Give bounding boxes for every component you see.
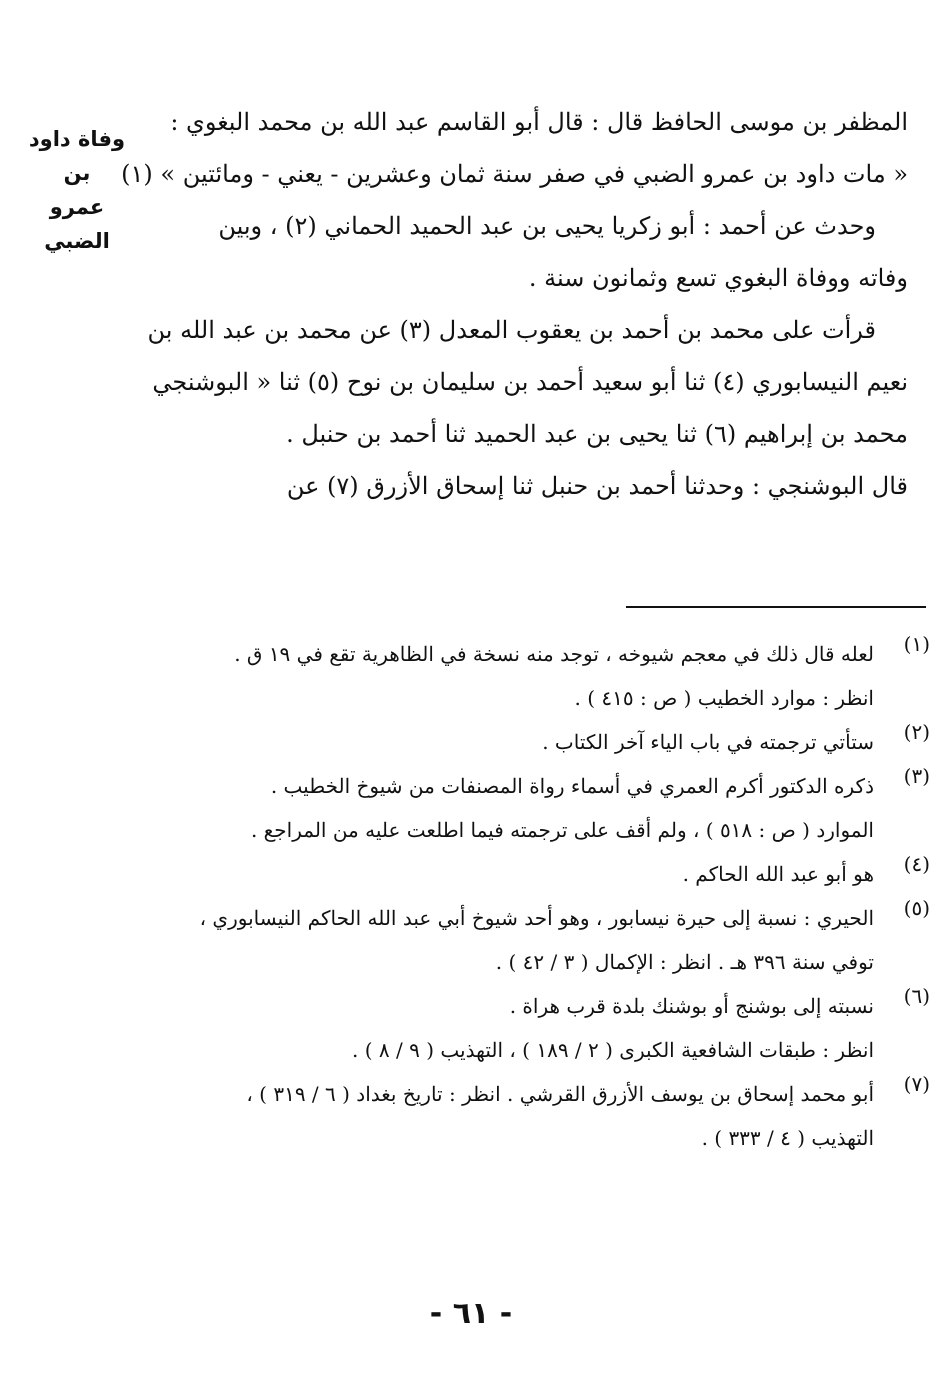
footnote <box>150 896 930 984</box>
footnote-line: نسبته إلى بوشنج أو بوشنك بلدة قرب هراة . <box>509 994 874 1018</box>
footnote <box>150 852 930 896</box>
text-line: وفاته ووفاة البغوي تسع وثمانون سنة . <box>528 264 908 292</box>
text-line: نعيم النيسابوري (٤) ثنا أبو سعيد أحمد بن سليمان بن نوح (٥) ثنا « البوشنجي <box>152 368 908 396</box>
footnote-line: التهذيب ( ٤ / ٣٣٣ ) . <box>701 1126 874 1150</box>
footnote-line: الحيري : نسبة إلى حيرة نيسابور ، وهو أحد شيوخ أبي عبد الله الحاكم النيسابوري ، <box>199 906 874 930</box>
footnote-line: هو أبو عبد الله الحاكم . <box>682 862 874 886</box>
footnote <box>150 984 930 1072</box>
footnotes <box>150 632 930 1160</box>
footnote-number: (٧) <box>903 1072 930 1096</box>
footnote-number: (٢) <box>903 720 930 744</box>
footnote <box>150 1072 930 1160</box>
text-line: محمد بن إبراهيم (٦) ثنا يحيى بن عبد الحميد ثنا أحمد بن حنبل . <box>286 420 908 448</box>
text-line: المظفر بن موسى الحافظ قال : قال أبو القاسم عبد الله بن محمد البغوي : <box>170 108 908 136</box>
main-text <box>121 96 908 512</box>
footnote-line: أبو محمد إسحاق بن يوسف الأزرق القرشي . انظر : تاريخ بغداد ( ٦ / ٣١٩ ) ، <box>246 1082 874 1106</box>
footnote <box>150 720 930 764</box>
footnote-number: (٦) <box>903 984 930 1008</box>
footnote <box>150 764 930 852</box>
footnote-divider <box>626 606 926 608</box>
footnote-line: الموارد ( ص : ٥١٨ ) ، ولم أقف على ترجمته فيما اطلعت عليه من المراجع . <box>250 818 874 842</box>
margin-heading-line: عمرو الضبي <box>44 195 110 253</box>
footnote-line: ذكره الدكتور أكرم العمري في أسماء رواة المصنفات من شيوخ الخطيب . <box>270 774 874 798</box>
footnote <box>150 632 930 720</box>
footnote-line: انظر : طبقات الشافعية الكبرى ( ٢ / ١٨٩ ) ، التهذيب ( ٩ / ٨ ) . <box>352 1038 874 1062</box>
footnote-line: انظر : موارد الخطيب ( ص : ٤١٥ ) . <box>574 686 874 710</box>
page-number: - ٦١ - <box>429 1296 513 1331</box>
footnote-line: توفي سنة ٣٩٦ هـ . انظر : الإكمال ( ٣ / ٤٢ ) . <box>495 950 874 974</box>
footnote-number: (١) <box>903 632 930 656</box>
text-line: وحدث عن أحمد : أبو زكريا يحيى بن عبد الحميد الحماني (٢) ، وبين <box>218 212 876 240</box>
text-line: قرأت على محمد بن أحمد بن يعقوب المعدل (٣) عن محمد بن عبد الله بن <box>147 316 876 344</box>
footnote-number: (٤) <box>903 852 930 876</box>
text-line: « مات داود بن عمرو الضبي في صفر سنة ثمان وعشرين - يعني - ومائتين » (١) <box>121 160 908 188</box>
footnote-number: (٥) <box>903 896 930 920</box>
footnote-line: ستأتي ترجمته في باب الياء آخر الكتاب . <box>542 730 874 754</box>
text-line: قال البوشنجي : وحدثنا أحمد بن حنبل ثنا إسحاق الأزرق (٧) عن <box>286 472 908 500</box>
footnote-line: لعله قال ذلك في معجم شيوخه ، توجد منه نسخة في الظاهرية تقع في ١٩ ق . <box>234 642 874 666</box>
margin-heading-line: وفاة داود بن <box>28 127 126 185</box>
footnote-number: (٣) <box>903 764 930 788</box>
